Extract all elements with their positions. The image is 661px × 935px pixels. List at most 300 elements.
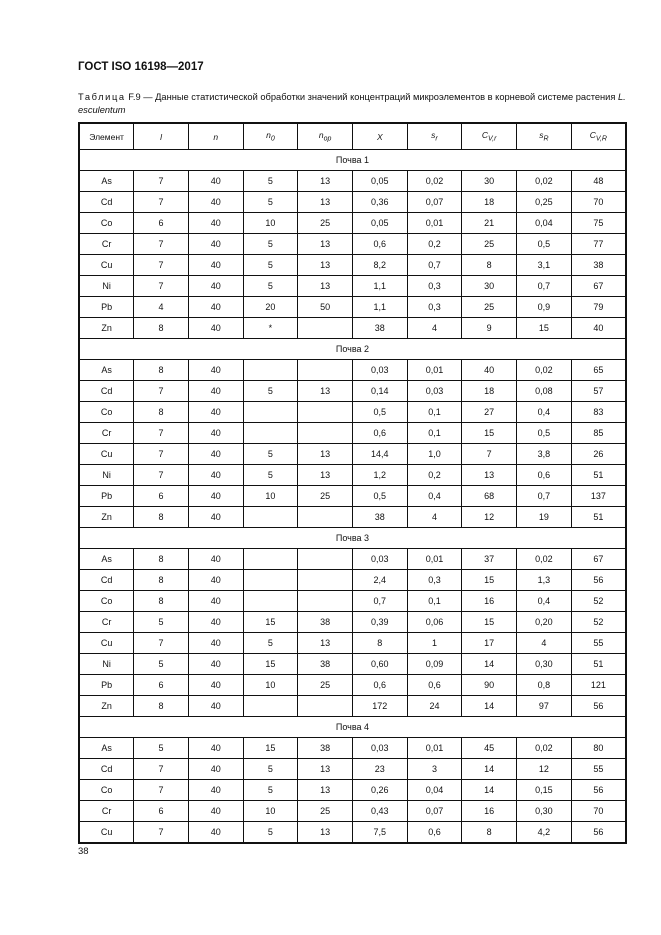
- table-cell: [243, 549, 298, 570]
- table-row: [79, 675, 626, 696]
- table-cell: Pb: [79, 486, 134, 507]
- table-cell: 7: [134, 192, 189, 213]
- table-row: [79, 360, 626, 381]
- table-cell: 38: [352, 507, 407, 528]
- table-cell: 70: [571, 192, 626, 213]
- table-cell: 14: [462, 759, 517, 780]
- table-cell: 4: [134, 297, 189, 318]
- table-cell: 40: [188, 255, 243, 276]
- table-cell: 0,2: [407, 465, 462, 486]
- table-cell: 13: [298, 780, 353, 801]
- table-cell: 0,6: [407, 675, 462, 696]
- table-cell: 79: [571, 297, 626, 318]
- table-cell: [298, 570, 353, 591]
- table-cell: 8: [462, 822, 517, 844]
- column-header: [243, 123, 298, 150]
- table-cell: 8: [134, 549, 189, 570]
- table-cell: 7: [134, 780, 189, 801]
- table-cell: 40: [188, 486, 243, 507]
- table-cell: 5: [243, 633, 298, 654]
- table-cell: 0,7: [352, 591, 407, 612]
- table-cell: 5: [243, 234, 298, 255]
- table-row: [79, 381, 626, 402]
- table-cell: 67: [571, 549, 626, 570]
- table-cell: 48: [571, 171, 626, 192]
- table-cell: [243, 507, 298, 528]
- table-cell: 5: [243, 171, 298, 192]
- table-cell: 70: [571, 801, 626, 822]
- table-cell: 0,39: [352, 612, 407, 633]
- table-row: [79, 486, 626, 507]
- table-cell: 0,5: [352, 486, 407, 507]
- table-row: [79, 570, 626, 591]
- table-cell: 25: [462, 297, 517, 318]
- table-cell: 25: [298, 213, 353, 234]
- table-cell: 13: [298, 444, 353, 465]
- table-cell: 40: [188, 738, 243, 759]
- table-cell: 15: [243, 612, 298, 633]
- table-row: [79, 234, 626, 255]
- table-cell: 15: [462, 423, 517, 444]
- column-header-subscript: 0: [270, 135, 275, 143]
- table-cell: 0,4: [517, 591, 572, 612]
- table-cell: As: [79, 171, 134, 192]
- column-header: [352, 123, 407, 150]
- column-header-label: n: [266, 130, 271, 141]
- table-cell: 0,3: [407, 570, 462, 591]
- table-cell: 5: [243, 822, 298, 844]
- table-cell: 0,1: [407, 402, 462, 423]
- table-row: [79, 759, 626, 780]
- soil-group-title: Почва 3: [79, 528, 626, 549]
- table-cell: 40: [188, 318, 243, 339]
- column-header-label: C: [589, 130, 596, 141]
- table-row: [79, 822, 626, 844]
- table-cell: *: [243, 318, 298, 339]
- table-cell: 40: [188, 507, 243, 528]
- table-cell: Cd: [79, 570, 134, 591]
- table-cell: 51: [571, 507, 626, 528]
- table-cell: 26: [571, 444, 626, 465]
- table-cell: 0,5: [517, 234, 572, 255]
- column-header-label: s: [539, 130, 544, 141]
- table-cell: 14: [462, 696, 517, 717]
- table-cell: 0,3: [407, 297, 462, 318]
- table-row: [79, 780, 626, 801]
- table-cell: 40: [188, 234, 243, 255]
- table-row: [79, 591, 626, 612]
- table-cell: 0,03: [352, 738, 407, 759]
- table-cell: 8: [134, 696, 189, 717]
- table-cell: 0,01: [407, 549, 462, 570]
- column-header: [188, 123, 243, 150]
- table-cell: 83: [571, 402, 626, 423]
- table-cell: 12: [517, 759, 572, 780]
- table-cell: 13: [298, 255, 353, 276]
- column-header-label: n: [318, 130, 324, 141]
- table-cell: 1,1: [352, 276, 407, 297]
- column-header-subscript: R: [543, 135, 549, 143]
- table-cell: 40: [188, 549, 243, 570]
- table-cell: 5: [243, 381, 298, 402]
- table-cell: 0,07: [407, 192, 462, 213]
- caption-text: F.9 — Данные статистической обработки значений концентраций микроэлементов в корневой системе растения: [125, 92, 618, 102]
- table-cell: 8: [352, 633, 407, 654]
- table-cell: 8: [134, 591, 189, 612]
- table-cell: 15: [243, 654, 298, 675]
- table-cell: 13: [298, 276, 353, 297]
- table-cell: 38: [298, 654, 353, 675]
- table-cell: 0,03: [352, 549, 407, 570]
- table-cell: 40: [188, 360, 243, 381]
- table-cell: 77: [571, 234, 626, 255]
- table-cell: 0,02: [517, 171, 572, 192]
- table-cell: 52: [571, 591, 626, 612]
- table-cell: Ni: [79, 276, 134, 297]
- table-cell: 40: [188, 801, 243, 822]
- table-cell: 3,1: [517, 255, 572, 276]
- table-cell: 4: [517, 633, 572, 654]
- table-cell: 40: [571, 318, 626, 339]
- table-caption: [78, 91, 630, 117]
- table-cell: 25: [462, 234, 517, 255]
- table-cell: 1,0: [407, 444, 462, 465]
- table-cell: 7: [134, 633, 189, 654]
- table-cell: [298, 423, 353, 444]
- table-cell: Cd: [79, 759, 134, 780]
- column-header-label: s: [431, 130, 436, 141]
- table-row: [79, 612, 626, 633]
- table-cell: 15: [462, 570, 517, 591]
- table-cell: 14: [462, 780, 517, 801]
- group-header-row: [79, 717, 626, 738]
- table-cell: 25: [298, 675, 353, 696]
- table-cell: 16: [462, 801, 517, 822]
- table-cell: 0,05: [352, 213, 407, 234]
- table-cell: 40: [188, 696, 243, 717]
- column-header-subscript: r: [435, 135, 438, 143]
- table-cell: 24: [407, 696, 462, 717]
- table-cell: 13: [462, 465, 517, 486]
- table-cell: 30: [462, 276, 517, 297]
- table-cell: 1,2: [352, 465, 407, 486]
- table-cell: 68: [462, 486, 517, 507]
- table-cell: 38: [571, 255, 626, 276]
- table-cell: 1,3: [517, 570, 572, 591]
- table-cell: 4: [407, 318, 462, 339]
- table-cell: 40: [188, 591, 243, 612]
- table-cell: 12: [462, 507, 517, 528]
- table-cell: 6: [134, 486, 189, 507]
- table-cell: 10: [243, 486, 298, 507]
- table-cell: 30: [462, 171, 517, 192]
- table-cell: 0,01: [407, 738, 462, 759]
- table-cell: 13: [298, 822, 353, 844]
- table-cell: 90: [462, 675, 517, 696]
- table-cell: 7: [134, 234, 189, 255]
- column-header: [79, 123, 134, 150]
- table-cell: [298, 507, 353, 528]
- table-cell: 18: [462, 192, 517, 213]
- table-cell: 80: [571, 738, 626, 759]
- table-row: [79, 213, 626, 234]
- table-cell: [243, 696, 298, 717]
- column-header-subscript: V,R: [595, 135, 607, 143]
- column-header: [407, 123, 462, 150]
- table-cell: 40: [188, 822, 243, 844]
- table-row: [79, 696, 626, 717]
- table-cell: 13: [298, 381, 353, 402]
- table-row: [79, 465, 626, 486]
- table-cell: 0,07: [407, 801, 462, 822]
- table-cell: 40: [188, 192, 243, 213]
- table-cell: 56: [571, 822, 626, 844]
- table-cell: 18: [462, 381, 517, 402]
- table-cell: 0,1: [407, 423, 462, 444]
- group-header-row: [79, 150, 626, 171]
- table-row: [79, 255, 626, 276]
- table-cell: 0,43: [352, 801, 407, 822]
- table-cell: 40: [188, 612, 243, 633]
- table-cell: 0,60: [352, 654, 407, 675]
- table-row: [79, 801, 626, 822]
- table-cell: Co: [79, 780, 134, 801]
- table-cell: 15: [243, 738, 298, 759]
- table-cell: 65: [571, 360, 626, 381]
- table-cell: 5: [243, 255, 298, 276]
- table-cell: 14: [462, 654, 517, 675]
- table-cell: 0,7: [407, 255, 462, 276]
- table-cell: 7: [462, 444, 517, 465]
- table-cell: 75: [571, 213, 626, 234]
- table-cell: Cr: [79, 612, 134, 633]
- table-cell: [298, 591, 353, 612]
- table-cell: 40: [188, 465, 243, 486]
- table-cell: Co: [79, 591, 134, 612]
- table-cell: 0,20: [517, 612, 572, 633]
- table-cell: 38: [298, 612, 353, 633]
- table-cell: 9: [462, 318, 517, 339]
- table-cell: [298, 318, 353, 339]
- table-cell: 56: [571, 780, 626, 801]
- table-cell: 40: [188, 402, 243, 423]
- table-cell: 4,2: [517, 822, 572, 844]
- table-cell: 5: [243, 276, 298, 297]
- column-header: [134, 123, 189, 150]
- table-cell: [243, 423, 298, 444]
- table-cell: 2,4: [352, 570, 407, 591]
- table-cell: 7: [134, 171, 189, 192]
- table-cell: 0,6: [352, 675, 407, 696]
- table-cell: 8: [134, 507, 189, 528]
- table-cell: 5: [243, 192, 298, 213]
- table-row: [79, 738, 626, 759]
- table-cell: [243, 570, 298, 591]
- table-cell: Cd: [79, 192, 134, 213]
- table-cell: 0,03: [352, 360, 407, 381]
- table-cell: 8,2: [352, 255, 407, 276]
- table-cell: Co: [79, 402, 134, 423]
- table-cell: 1,1: [352, 297, 407, 318]
- table-cell: 67: [571, 276, 626, 297]
- table-cell: 38: [298, 738, 353, 759]
- table-cell: Ni: [79, 654, 134, 675]
- table-cell: 8: [134, 360, 189, 381]
- table-cell: 0,30: [517, 801, 572, 822]
- table-cell: 10: [243, 801, 298, 822]
- table-cell: 51: [571, 654, 626, 675]
- table-cell: 40: [188, 675, 243, 696]
- table-cell: 5: [243, 780, 298, 801]
- document-title: ГОСТ ISO 16198—2017: [78, 61, 204, 73]
- soil-group-title: Почва 4: [79, 717, 626, 738]
- table-cell: 55: [571, 759, 626, 780]
- table-cell: 19: [517, 507, 572, 528]
- table-cell: 0,26: [352, 780, 407, 801]
- table-cell: 40: [188, 381, 243, 402]
- table-cell: 40: [188, 423, 243, 444]
- table-cell: Cu: [79, 444, 134, 465]
- table-cell: 45: [462, 738, 517, 759]
- table-header-row: [79, 123, 626, 150]
- table-cell: 13: [298, 759, 353, 780]
- table-cell: 0,04: [407, 780, 462, 801]
- table-cell: 7: [134, 255, 189, 276]
- table-cell: 7: [134, 759, 189, 780]
- column-header-label: Элемент: [89, 131, 124, 142]
- table-row: [79, 549, 626, 570]
- table-cell: 0,6: [407, 822, 462, 844]
- table-cell: 0,02: [517, 738, 572, 759]
- table-cell: 0,4: [407, 486, 462, 507]
- table-cell: Pb: [79, 675, 134, 696]
- table-cell: [298, 549, 353, 570]
- table-cell: 5: [134, 738, 189, 759]
- table-cell: Zn: [79, 696, 134, 717]
- table-cell: 57: [571, 381, 626, 402]
- table-cell: 0,3: [407, 276, 462, 297]
- table-cell: 0,30: [517, 654, 572, 675]
- table-cell: 0,6: [352, 234, 407, 255]
- table-cell: 25: [298, 801, 353, 822]
- table-cell: 37: [462, 549, 517, 570]
- soil-group-title: Почва 2: [79, 339, 626, 360]
- table-cell: As: [79, 360, 134, 381]
- table-row: [79, 171, 626, 192]
- table-cell: Co: [79, 213, 134, 234]
- table-cell: 0,9: [517, 297, 572, 318]
- table-row: [79, 633, 626, 654]
- table-cell: 7: [134, 276, 189, 297]
- table-cell: 21: [462, 213, 517, 234]
- table-cell: 7: [134, 465, 189, 486]
- table-cell: 0,02: [407, 171, 462, 192]
- table-cell: As: [79, 738, 134, 759]
- table-cell: 40: [188, 759, 243, 780]
- column-header: [462, 123, 517, 150]
- table-cell: 0,06: [407, 612, 462, 633]
- table-cell: 172: [352, 696, 407, 717]
- table-cell: 5: [243, 465, 298, 486]
- page-number: 38: [78, 846, 89, 857]
- table-cell: 8: [134, 318, 189, 339]
- table-cell: 13: [298, 465, 353, 486]
- table-cell: 56: [571, 570, 626, 591]
- group-header-row: [79, 339, 626, 360]
- table-row: [79, 192, 626, 213]
- table-cell: 0,01: [407, 360, 462, 381]
- table-cell: 0,14: [352, 381, 407, 402]
- table-cell: 5: [243, 759, 298, 780]
- table-cell: 85: [571, 423, 626, 444]
- table-cell: Cr: [79, 234, 134, 255]
- table-cell: 13: [298, 171, 353, 192]
- table-cell: [243, 591, 298, 612]
- caption-label: Таблица: [78, 92, 126, 102]
- table-cell: 17: [462, 633, 517, 654]
- table-cell: 40: [188, 780, 243, 801]
- table-cell: 55: [571, 633, 626, 654]
- table-cell: 38: [352, 318, 407, 339]
- table-cell: [298, 360, 353, 381]
- table-cell: 5: [243, 444, 298, 465]
- table-cell: 121: [571, 675, 626, 696]
- table-cell: 20: [243, 297, 298, 318]
- table-cell: 4: [407, 507, 462, 528]
- table-cell: 0,05: [352, 171, 407, 192]
- table-cell: 40: [188, 570, 243, 591]
- table-cell: 8: [462, 255, 517, 276]
- table-cell: 0,4: [517, 402, 572, 423]
- table-cell: 3: [407, 759, 462, 780]
- table-cell: 0,15: [517, 780, 572, 801]
- table-cell: 0,7: [517, 276, 572, 297]
- table-cell: Cd: [79, 381, 134, 402]
- table-cell: 6: [134, 213, 189, 234]
- table-cell: 7: [134, 444, 189, 465]
- table-cell: 10: [243, 213, 298, 234]
- table-row: [79, 507, 626, 528]
- table-cell: 7,5: [352, 822, 407, 844]
- table-cell: 15: [517, 318, 572, 339]
- column-header: [517, 123, 572, 150]
- table-cell: 0,6: [352, 423, 407, 444]
- table-cell: 0,02: [517, 360, 572, 381]
- table-cell: 0,08: [517, 381, 572, 402]
- table-row: [79, 297, 626, 318]
- table-row: [79, 318, 626, 339]
- table-cell: 0,2: [407, 234, 462, 255]
- table-cell: 0,7: [517, 486, 572, 507]
- table-cell: 0,01: [407, 213, 462, 234]
- table-cell: 0,04: [517, 213, 572, 234]
- table-cell: 13: [298, 192, 353, 213]
- table-cell: 5: [134, 654, 189, 675]
- column-header: [298, 123, 353, 150]
- table-cell: 0,09: [407, 654, 462, 675]
- table-cell: 52: [571, 612, 626, 633]
- table-cell: As: [79, 549, 134, 570]
- table-cell: 40: [188, 444, 243, 465]
- table-cell: Cr: [79, 423, 134, 444]
- table-cell: 16: [462, 591, 517, 612]
- table-cell: 40: [188, 297, 243, 318]
- column-header: [571, 123, 626, 150]
- table-cell: Ni: [79, 465, 134, 486]
- table-row: [79, 402, 626, 423]
- table-cell: 3,8: [517, 444, 572, 465]
- table-cell: 0,03: [407, 381, 462, 402]
